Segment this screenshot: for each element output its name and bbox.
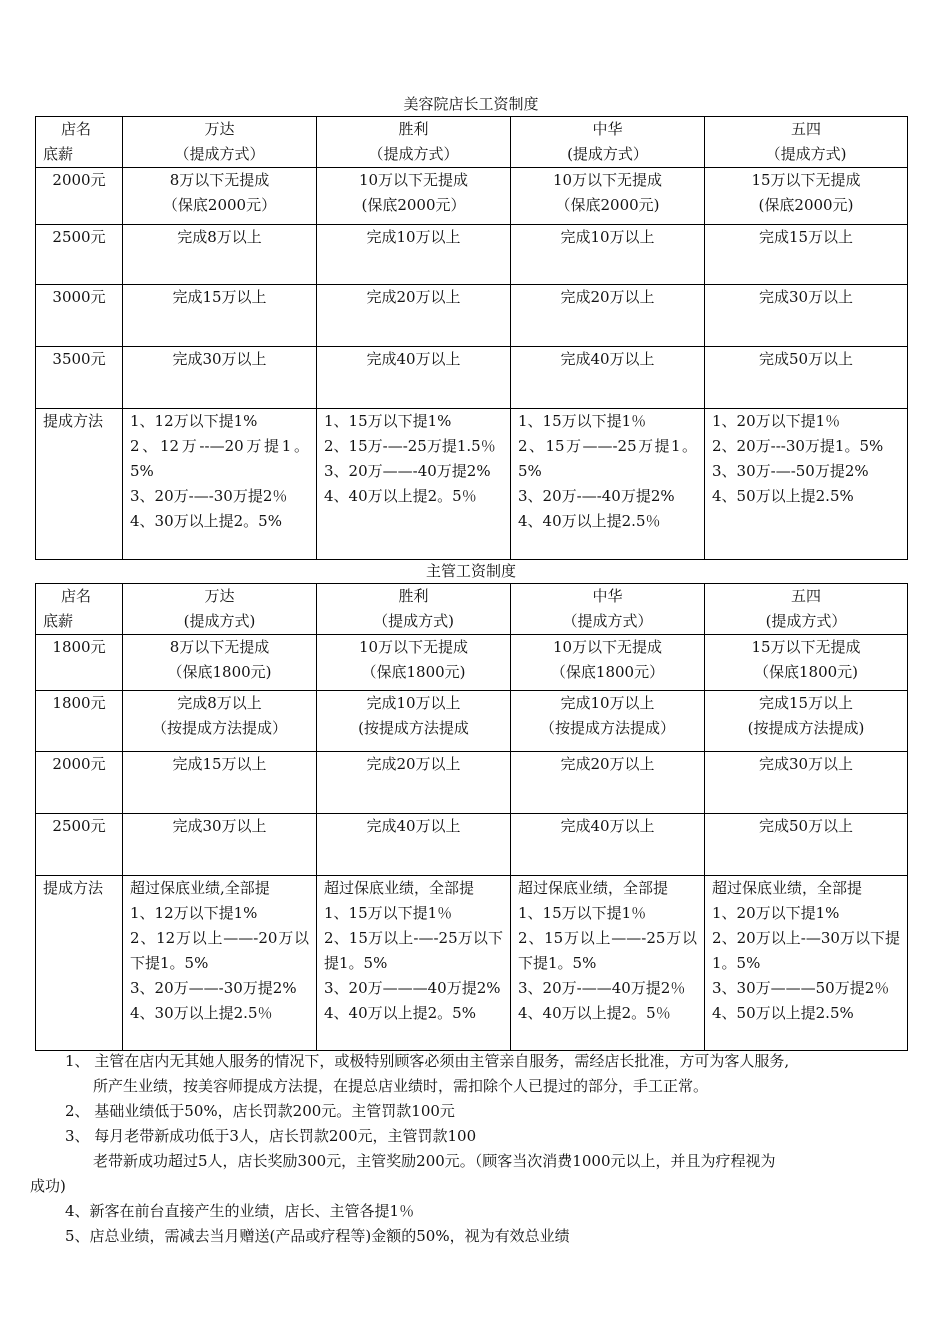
method-row	[36, 876, 908, 1051]
store-name: 万达	[204, 120, 235, 138]
table-cell	[317, 635, 511, 691]
method-cell	[123, 876, 317, 1051]
cell-line: 完成40万以上	[560, 350, 655, 368]
method-line: 1、15万以下提1%	[324, 412, 452, 430]
method-line: 3、20万-—-40万提2%	[518, 487, 675, 505]
method-line: 2、15万-—-25万提1.5％	[324, 437, 496, 455]
cell-line: 完成50万以上	[758, 817, 854, 835]
salary-value: 2000元	[52, 755, 106, 773]
store-header-wusi	[705, 584, 908, 635]
corner-header-cell	[36, 117, 123, 168]
method-row	[36, 409, 908, 560]
table-cell	[511, 225, 705, 285]
table-cell	[705, 691, 908, 752]
cell-line: (保底2000元)	[758, 196, 854, 214]
cell-line: （按提成方法提成）	[151, 719, 287, 737]
cell-line: （保底1800元)	[167, 663, 272, 681]
cell-line: 15万以下无提成	[751, 171, 861, 189]
table-header-row	[36, 584, 908, 635]
table-row	[36, 168, 908, 225]
table-cell	[317, 225, 511, 285]
table-row	[36, 814, 908, 876]
store-method: （提成方式）	[174, 145, 265, 163]
cell-line: 完成20万以上	[366, 755, 461, 773]
store-header-shengli	[317, 584, 511, 635]
note-item: 2、 基础业绩低于50%，店长罚款200元。主管罚款100元	[65, 1102, 455, 1120]
method-line: 1、12万以下提1%	[130, 904, 258, 922]
cell-line: 完成30万以上	[758, 755, 854, 773]
salary-value: 1800元	[52, 638, 106, 656]
table-cell	[705, 347, 908, 409]
cell-line: 完成20万以上	[560, 288, 655, 306]
method-cell	[705, 876, 908, 1051]
table-cell	[317, 691, 511, 752]
cell-line: 完成10万以上	[366, 694, 461, 712]
method-line: 4、40万以上提2。5％	[324, 487, 477, 505]
store-method: (提成方式)	[183, 612, 256, 630]
cell-line: （保底1800元）	[550, 663, 665, 681]
note-item: 成功)	[30, 1177, 66, 1195]
store-method: (提成方式）	[567, 145, 648, 163]
table-cell	[317, 814, 511, 876]
store-name: 胜利	[398, 120, 429, 138]
table-cell	[123, 225, 317, 285]
method-line: 2、20万---30万提1。5%	[712, 437, 884, 455]
cell-line: 10万以下无提成	[552, 638, 663, 656]
note-item: 3、 每月老带新成功低于3人，店长罚款200元，主管罚款100	[65, 1127, 477, 1145]
table-cell	[123, 752, 317, 814]
salary-value: 3000元	[52, 288, 106, 306]
method-line: 4、50万以上提2.5%	[712, 487, 854, 505]
table-row	[36, 635, 908, 691]
salary-cell	[36, 691, 123, 752]
table-cell	[705, 635, 908, 691]
store-method: (提成方式）	[765, 612, 847, 630]
method-line: 2、20万以上-—30万以下提1。5%	[712, 929, 900, 972]
cell-line: 完成40万以上	[560, 817, 655, 835]
cell-line: 10万以下无提成	[358, 171, 469, 189]
method-line: 3、20万-——40万提2％	[518, 979, 686, 997]
note-item: 老带新成功超过5人，店长奖励300元，主管奖励200元。（顾客当次消费1000元以上，并且为疗程视为	[93, 1152, 776, 1170]
cell-line: 完成8万以上	[177, 228, 262, 246]
table-cell	[511, 285, 705, 347]
method-line: 1、20万以下提1%	[712, 904, 840, 922]
store-name: 中华	[592, 587, 623, 605]
store-header-zhonghua	[511, 584, 705, 635]
store-method: （提成方式)	[373, 612, 454, 630]
method-line: 超过保底业绩，全部提	[712, 879, 863, 897]
table-cell	[511, 347, 705, 409]
cell-line: 完成10万以上	[560, 228, 655, 246]
method-line: 1、15万以下提1％	[518, 412, 647, 430]
note-item: 5、店总业绩，需减去当月赠送(产品或疗程等)金额的50%，视为有效总业绩	[65, 1227, 570, 1245]
table-cell	[317, 347, 511, 409]
method-line: 4、30万以上提2。5%	[130, 512, 282, 530]
table-cell	[317, 752, 511, 814]
method-cell	[317, 876, 511, 1051]
method-line: 2、15万以上-—-25万以下提1。5%	[324, 929, 503, 972]
salary-cell	[36, 347, 123, 409]
salary-value: 2000元	[52, 171, 106, 189]
method-line: 1、20万以下提1％	[712, 412, 841, 430]
cell-line: (按提成方法提成	[358, 719, 469, 737]
table-row	[36, 691, 908, 752]
salary-cell	[36, 225, 123, 285]
method-cell	[317, 409, 511, 560]
store-name: 胜利	[398, 587, 429, 605]
method-line: 2、12万以上——-20万以下提1。5%	[130, 929, 309, 972]
store-name: 五四	[790, 587, 821, 605]
cell-line: 10万以下无提成	[358, 638, 469, 656]
base-salary-label: 底薪	[43, 145, 74, 163]
salary-value: 2500元	[52, 228, 106, 246]
table-cell	[705, 225, 908, 285]
salary-value: 3500元	[52, 350, 106, 368]
method-cell	[511, 876, 705, 1051]
store-name: 万达	[204, 587, 235, 605]
cell-line: 完成30万以上	[758, 288, 854, 306]
cell-line: 8万以下无提成	[169, 171, 270, 189]
table-header-row	[36, 117, 908, 168]
method-line: 4、30万以上提2.5％	[130, 1004, 273, 1022]
cell-line: 完成40万以上	[366, 817, 461, 835]
cell-line: (按提成方法提成)	[747, 719, 865, 737]
method-label: 提成方法	[43, 412, 104, 430]
store-header-wusi	[705, 117, 908, 168]
method-label-cell	[36, 409, 123, 560]
cell-line: 8万以下无提成	[169, 638, 270, 656]
table-cell	[705, 285, 908, 347]
cell-line: 完成10万以上	[560, 694, 655, 712]
table-cell	[123, 635, 317, 691]
supervisor-salary-table	[35, 583, 908, 1051]
method-line: 3、20万-—-30万提2％	[130, 487, 288, 505]
manager-salary-table	[35, 116, 908, 560]
table-cell	[511, 691, 705, 752]
cell-line: 完成20万以上	[366, 288, 461, 306]
store-method: （提成方式）	[562, 612, 653, 630]
table-cell	[705, 752, 908, 814]
table-cell	[123, 285, 317, 347]
method-line: 1、15万以下提1％	[518, 904, 647, 922]
note-item: 所产生业绩，按美容师提成方法提，在提总店业绩时，需扣除个人已提过的部分，手工正常。	[93, 1077, 709, 1095]
store-header-shengli	[317, 117, 511, 168]
table-cell	[511, 168, 705, 225]
corner-header-cell	[36, 584, 123, 635]
table-cell	[705, 168, 908, 225]
store-name-label: 店名	[61, 120, 92, 138]
cell-line: 完成30万以上	[172, 817, 267, 835]
cell-line: 完成15万以上	[172, 755, 267, 773]
method-label-cell	[36, 876, 123, 1051]
table-cell	[123, 168, 317, 225]
salary-cell	[36, 168, 123, 225]
cell-line: 10万以下无提成	[552, 171, 663, 189]
method-cell	[123, 409, 317, 560]
method-line: 3、20万———40万提2%	[324, 979, 501, 997]
cell-line: 完成15万以上	[758, 228, 854, 246]
salary-cell	[36, 285, 123, 347]
cell-line: 完成20万以上	[560, 755, 655, 773]
table-row	[36, 347, 908, 409]
method-line: 2、15万以上——-25万以下提1。5%	[518, 929, 697, 972]
method-line: 4、50万以上提2.5%	[712, 1004, 854, 1022]
method-line: 1、15万以下提1％	[324, 904, 453, 922]
store-header-wanda	[123, 117, 317, 168]
store-name: 中华	[592, 120, 623, 138]
cell-line: (保底2000元）	[361, 196, 466, 214]
store-method: （提成方式）	[368, 145, 459, 163]
table-cell	[317, 168, 511, 225]
cell-line: 完成30万以上	[172, 350, 267, 368]
salary-value: 2500元	[52, 817, 106, 835]
method-line: 3、30万-—-50万提2%	[712, 462, 869, 480]
store-header-zhonghua	[511, 117, 705, 168]
table-row	[36, 285, 908, 347]
store-header-wanda	[123, 584, 317, 635]
table-cell	[511, 814, 705, 876]
method-line: 2、12万--—20万提1。5%	[130, 437, 309, 480]
cell-line: 完成15万以上	[172, 288, 267, 306]
cell-line: （保底2000元）	[162, 196, 277, 214]
cell-line: 完成10万以上	[366, 228, 461, 246]
note-item: 1、 主管在店内无其她人服务的情况下，或极特别顾客必须由主管亲自服务，需经店长批准，方可为客人服务,	[65, 1052, 790, 1070]
method-line: 4、40万以上提2。5%	[324, 1004, 476, 1022]
table-cell	[705, 814, 908, 876]
table-cell	[511, 752, 705, 814]
method-cell	[705, 409, 908, 560]
method-line: 超过保底业绩，全部提	[518, 879, 669, 897]
store-name-label: 店名	[61, 587, 92, 605]
manager-table-title: 美容院店长工资制度	[403, 95, 539, 113]
method-line: 1、12万以下提1%	[130, 412, 258, 430]
table-cell	[511, 635, 705, 691]
cell-line: （保底2000元)	[555, 196, 660, 214]
salary-cell	[36, 814, 123, 876]
store-method: （提成方式)	[765, 145, 847, 163]
base-salary-label: 底薪	[43, 612, 74, 630]
table-cell	[123, 691, 317, 752]
table-cell	[317, 285, 511, 347]
table-row	[36, 752, 908, 814]
cell-line: （保底1800元)	[753, 663, 859, 681]
method-line: 超过保底业绩,全部提	[130, 879, 270, 897]
method-line: 3、20万——-30万提2%	[130, 979, 297, 997]
method-line: 超过保底业绩，全部提	[324, 879, 475, 897]
salary-cell	[36, 635, 123, 691]
note-item: 4、新客在前台直接产生的业绩，店长、主管各提1％	[65, 1202, 415, 1220]
salary-cell	[36, 752, 123, 814]
method-line: 3、30万———50万提2％	[712, 979, 890, 997]
notes-section	[30, 1049, 895, 1249]
cell-line: （按提成方法提成）	[539, 719, 675, 737]
supervisor-table-title: 主管工资制度	[425, 562, 516, 580]
store-name: 五四	[790, 120, 821, 138]
method-cell	[511, 409, 705, 560]
method-line: 4、40万以上提2.5％	[518, 512, 661, 530]
cell-line: 完成8万以上	[177, 694, 262, 712]
cell-line: 15万以下无提成	[751, 638, 861, 656]
cell-line: 完成40万以上	[366, 350, 461, 368]
method-line: 2、15万——-25万提1。5%	[518, 437, 697, 480]
table-cell	[123, 347, 317, 409]
method-line: 4、40万以上提2。5％	[518, 1004, 671, 1022]
cell-line: 完成15万以上	[758, 694, 854, 712]
table-cell	[123, 814, 317, 876]
cell-line: 完成50万以上	[758, 350, 854, 368]
table-row	[36, 225, 908, 285]
salary-value: 1800元	[52, 694, 106, 712]
method-line: 3、20万——-40万提2%	[324, 462, 491, 480]
cell-line: （保底1800元)	[361, 663, 466, 681]
method-label: 提成方法	[43, 879, 104, 897]
